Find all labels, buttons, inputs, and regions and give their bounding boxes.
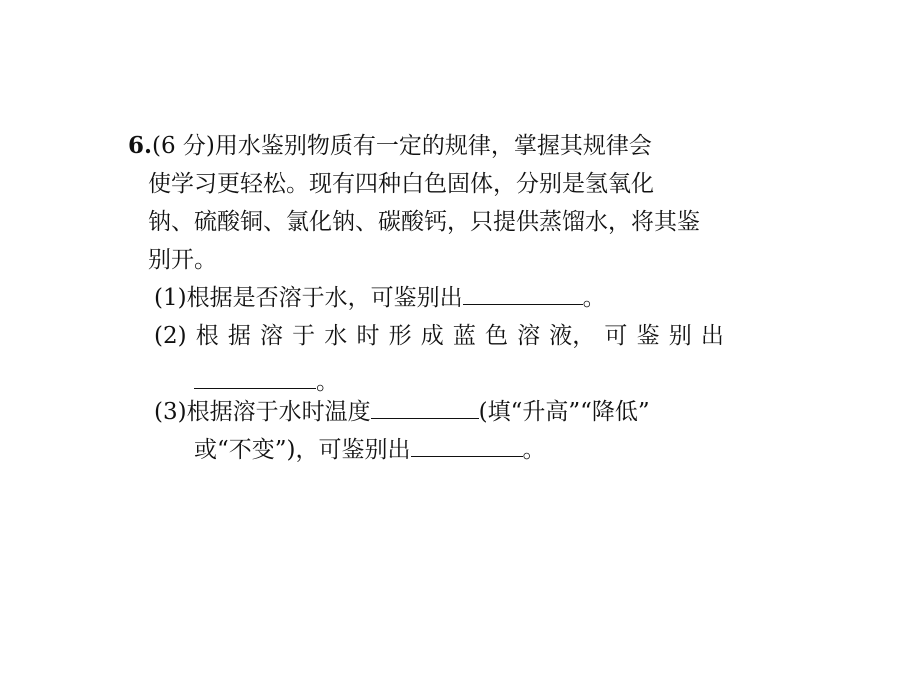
sub2-char: 于 — [292, 323, 316, 349]
sub2-char: 液， — [549, 323, 596, 349]
sub2-char: 根 — [195, 323, 219, 349]
stem-line-4: 别开。 — [148, 247, 217, 273]
sub2-char: 形 — [388, 323, 412, 349]
sub-question-3 — [154, 394, 650, 430]
sub2-char: 鉴 — [636, 323, 660, 349]
sub1-text: (1)根据是否溶于水，可鉴别出 — [154, 285, 463, 311]
sub2-char: 别 — [668, 323, 692, 349]
sub2-char: 据 — [227, 323, 251, 349]
sub2-char: 成 — [420, 323, 444, 349]
sub2-char: 蓝 — [452, 323, 476, 349]
sub2-char: 溶 — [517, 323, 541, 349]
sub2-char: (2) — [154, 323, 187, 349]
sub1-end: 。 — [582, 285, 606, 311]
sub2-char: 出 — [700, 323, 724, 349]
sub2-char: 可 — [604, 323, 628, 349]
answer-blank-3[interactable] — [371, 394, 479, 419]
question-number: 6. — [128, 132, 153, 159]
stem-line-2: 使学习更轻松。现有四种白色固体，分别是氢氧化 — [148, 171, 654, 197]
stem-line-1 — [128, 128, 652, 164]
sub2-char: 水 — [324, 323, 348, 349]
sub3-hint: (填“升高”“降低” — [478, 399, 650, 425]
sub3-line2-text: 或“不变”)，可鉴别出 — [194, 437, 411, 463]
answer-blank-2[interactable] — [194, 364, 316, 389]
sub2-char: 溶 — [260, 323, 284, 349]
sub-question-1 — [154, 280, 606, 316]
sub2-char: 色 — [485, 323, 508, 349]
answer-blank-1[interactable] — [463, 280, 583, 305]
sub3-text: (3)根据溶于水时温度 — [154, 399, 371, 425]
answer-blank-4[interactable] — [411, 432, 523, 457]
stem-text-1: (6 分)用水鉴别物质有一定的规律，掌握其规律会 — [152, 133, 652, 159]
sub-question-2 — [154, 318, 724, 354]
sub-question-3-line-2 — [194, 432, 546, 468]
sub3-end: 。 — [522, 437, 546, 463]
sub2-char: 时 — [356, 323, 380, 349]
sub2-end: 。 — [316, 369, 339, 395]
stem-line-3: 钠、硫酸铜、氯化钠、碳酸钙，只提供蒸馏水，将其鉴 — [148, 209, 700, 235]
